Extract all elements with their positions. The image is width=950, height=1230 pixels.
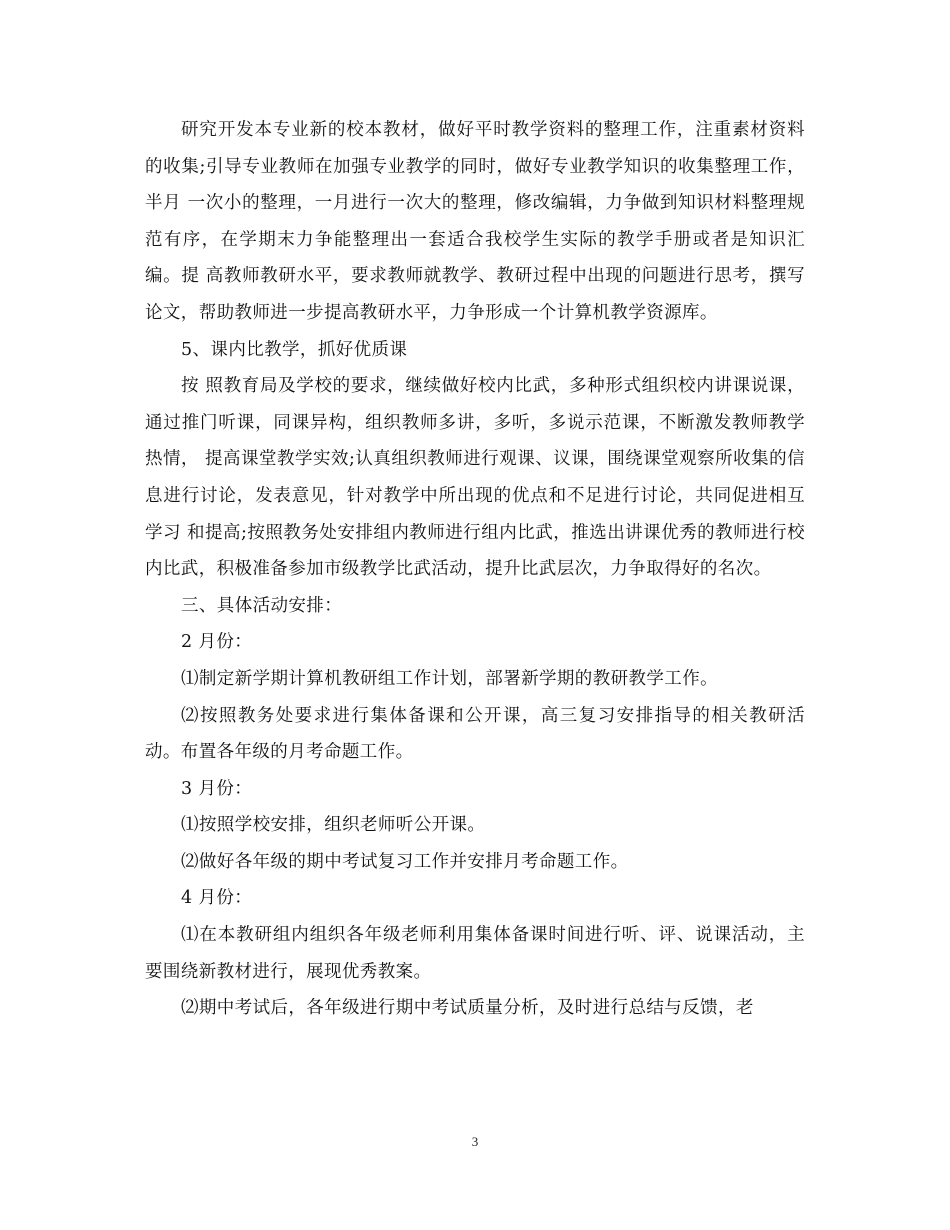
heading-april: 4 月份： — [181, 888, 253, 909]
heading-quality-lessons: 5、课内比教学，抓好优质课 — [181, 339, 408, 360]
list-item-march-2: ⑵做好各年级的期中考试复习工作并安排月考命题工作。 — [181, 851, 629, 872]
list-item-april-2: ⑵期中考试后，各年级进行期中考试质量分析，及时进行总结与反馈，老 — [181, 998, 754, 1019]
list-item-february-1: ⑴制定新学期计算机教研组工作计划，部署新学期的教研教学工作。 — [181, 668, 718, 689]
heading-march: 3 月份： — [181, 778, 253, 799]
heading-february: 2 月份： — [181, 632, 253, 653]
list-item-march-1: ⑴按照学校安排，组织老师听公开课。 — [181, 815, 486, 836]
paragraph-textbook-development: 研究开发本专业新的校本教材，做好平时教学资料的整理工作，注重素材资料的收集;引导专业教师在加强专业教学的同时，做好专业教学知识的收集整理工作，半月 一次小的整理，一月进行一次大的整理，修改编辑，力争做到知识材料整理规范有序，在学期末力争能整理出一套适合我校学生实际的教学手册或者是知识汇编。提 高教师教研水平，要求教师就教学、教研过程中出现的问题进行思考，撰写论文，帮助教师进一步提高教研水平，力争形成一个计算机教学资源库。 — [145, 120, 805, 323]
paragraph-teaching-competition: 按 照教育局及学校的要求，继续做好校内比武，多种形式组织校内讲课说课，通过推门听课，同课异构，组织教师多讲，多听，多说示范课，不断激发教师教学热情， 提高课堂教学实效;认真组织教师进行观课、议课，围绕课堂观察所收集的信息进行讨论，发表意见，针对教学中所出现的优点和不足进行讨论，共同促进相互学习 和提高;按照教务处安排组内教师进行组内比武，推选出讲课优秀的教师进行校内比武，积极准备参加市级教学比武活动，提升比武层次，力争取得好的名次。 — [145, 376, 805, 580]
list-item-february-2: ⑵按照教务处要求进行集体备课和公开课，高三复习安排指导的相关教研活动。布置各年级的月考命题工作。 — [145, 705, 805, 763]
list-item-april-1: ⑴在本教研组内组织各年级老师利用集体备课时间进行听、评、说课活动，主要围绕新教材进行，展现优秀教案。 — [145, 925, 805, 982]
page-number: 3 — [471, 1134, 479, 1149]
document-body — [145, 112, 805, 1027]
heading-activity-schedule: 三、具体活动安排： — [181, 595, 343, 616]
